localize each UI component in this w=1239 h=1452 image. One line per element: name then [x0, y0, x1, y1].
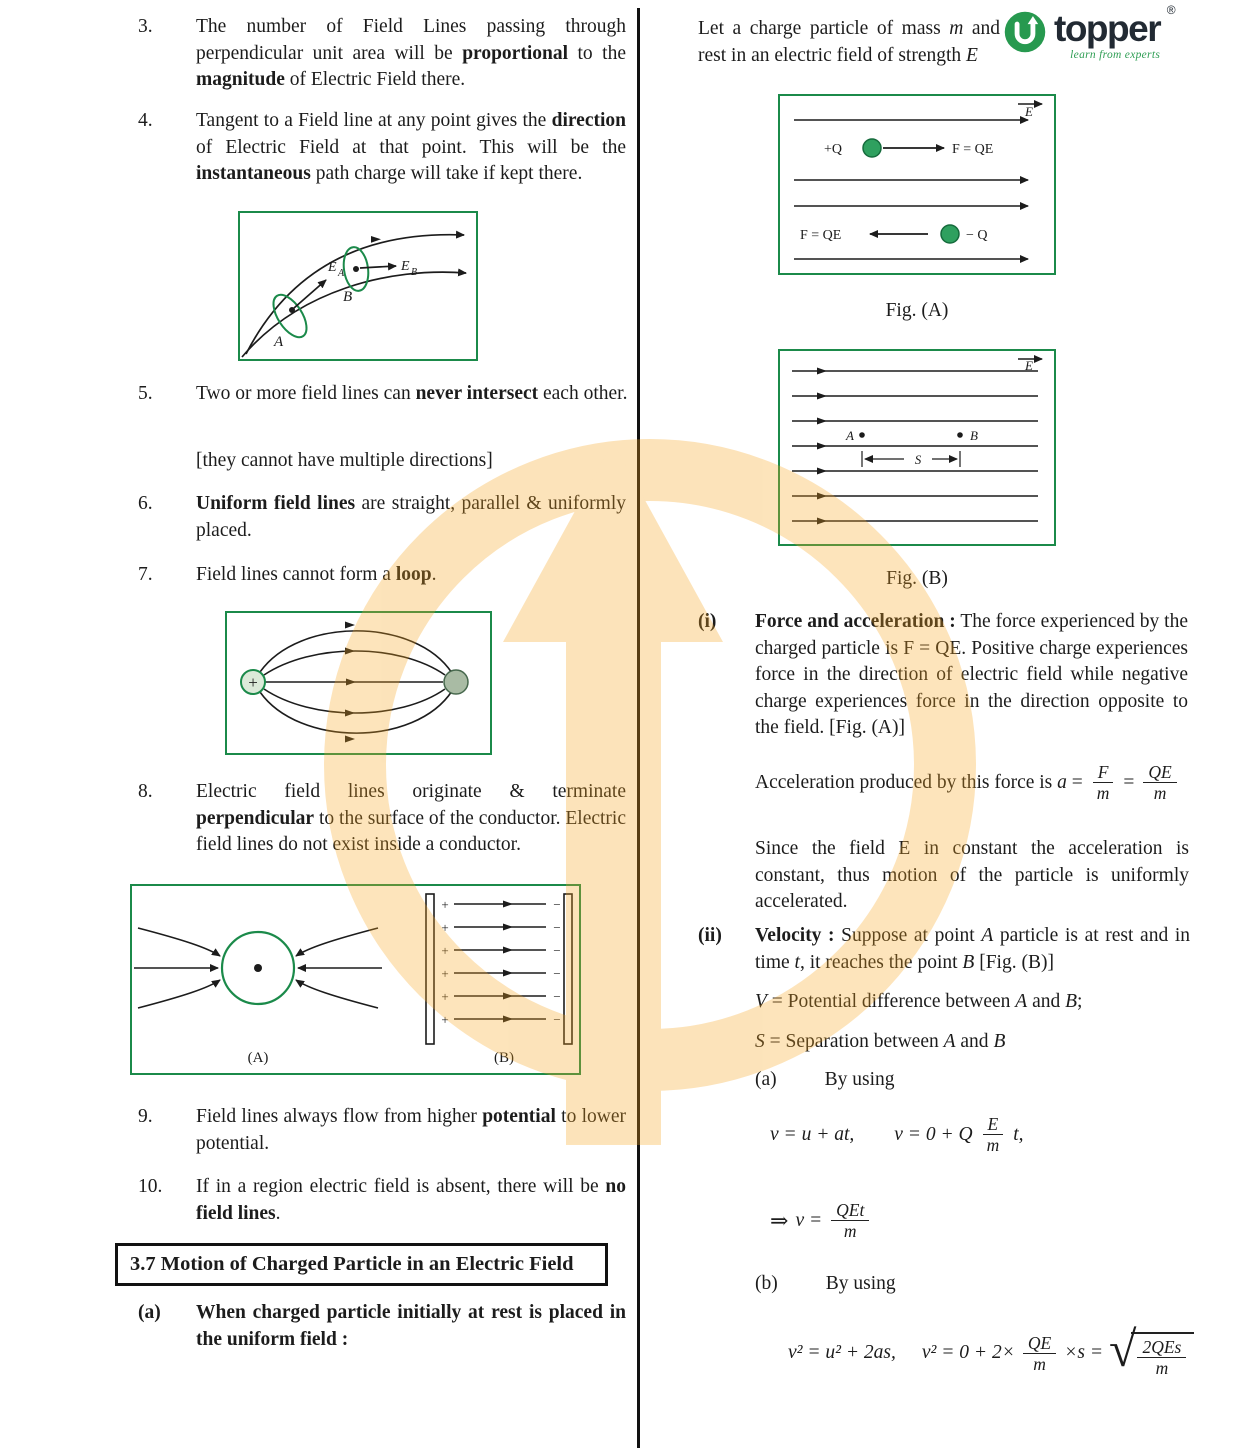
sub-point-label: (a): [138, 1302, 161, 1323]
item-number: 3.: [138, 16, 153, 37]
plus-Q-label: +Q: [824, 142, 843, 157]
equation-part: v² = 0 + 2×: [921, 1342, 1015, 1364]
svg-text:−: −: [553, 966, 561, 981]
svg-text:+: +: [441, 897, 449, 912]
left-plate: [426, 894, 434, 1044]
minus-charges: [553, 897, 560, 1027]
svg-text:+: +: [441, 989, 449, 1004]
item-text: The number of Field Lines passing through perpendicular unit area will be proportional to the magnitude of Electric Field there.: [196, 16, 626, 91]
item-number: 7.: [138, 564, 153, 585]
item-number: 4.: [138, 110, 153, 131]
item-number: 5.: [138, 383, 153, 404]
plus-sign: +: [248, 673, 258, 692]
vector-EA-subscript: A: [338, 268, 345, 279]
force-label: F = QE: [952, 142, 994, 157]
column-divider: [637, 8, 640, 1448]
point-A-dot: [859, 432, 865, 438]
tangent-figure-drawing: [240, 213, 475, 358]
item-text: Electric field lines originate & terminate perpendicular to the surface of the conductor. Electric field lines do not exist inside a conductor.: [196, 781, 626, 856]
right-plate: [564, 894, 572, 1044]
loop-figure-drawing: [227, 613, 489, 751]
equation-part: v = 0 + Q: [894, 1123, 973, 1145]
potential-difference-line: V = Potential difference between A and B;: [755, 991, 1083, 1012]
list-item-4: [138, 108, 626, 188]
equation-part: v² = u² + 2as,: [788, 1342, 896, 1364]
conductor-center-dot: [254, 964, 262, 972]
point-A-label: A: [846, 428, 854, 443]
mid-arrowhead: [371, 236, 381, 243]
item-number: 10.: [138, 1176, 163, 1197]
topper-logo-icon: [1003, 10, 1047, 54]
force-label: F = QE: [800, 228, 842, 243]
vector-EB-subscript: B: [411, 267, 418, 278]
negative-particle: [941, 225, 959, 243]
figure-A-drawing: [780, 96, 1052, 271]
line-arrowheads: [345, 622, 356, 743]
implies-arrow: ⇒: [770, 1207, 789, 1233]
point-i: [698, 609, 1188, 742]
item-number: 9.: [138, 1106, 153, 1127]
list-item-6: [138, 491, 626, 544]
E-vector-label: E: [1025, 358, 1033, 373]
svg-text:−: −: [553, 897, 561, 912]
fraction-E-over-m: $\frac{E}{m}$: [982, 1114, 1005, 1155]
sub-point-b-row: [755, 1273, 896, 1295]
section-heading-3-7: 3.7 Motion of Charged Particle in an Electric Field: [115, 1243, 608, 1286]
fraction-QEt-over-m: $\frac{\text{QEt}}{m}$: [831, 1200, 869, 1241]
list-item-5: [138, 381, 628, 408]
topper-logo-text: [1054, 3, 1175, 61]
figure-conductor-and-plates: [130, 884, 581, 1075]
equation-part: ×s =: [1064, 1342, 1103, 1364]
second-charge: [444, 670, 468, 694]
figure-B-drawing: [780, 351, 1052, 542]
list-item-3: [138, 14, 626, 94]
point-label: (ii): [698, 925, 722, 946]
acceleration-prefix: Acceleration produced by this force is a =: [755, 771, 1083, 793]
item-number: 8.: [138, 781, 153, 802]
fraction-2QEs-over-m: $\frac{\text{2QEs}}{m}$: [1137, 1337, 1186, 1378]
uniform-acceleration-paragraph: Since the field E in constant the acceleration is constant, thus motion of the particle is uniformly accelerated.: [755, 838, 1189, 913]
figure-B-caption: Fig. (B): [886, 568, 948, 589]
label-B: (B): [494, 1050, 514, 1066]
plate-line-arrowheads: [503, 901, 513, 1023]
intro-paragraph: Let a charge particle of mass m and rest in an electric field of strength E: [698, 18, 1001, 66]
equation-part: t,: [1013, 1123, 1024, 1145]
item-text: Field lines cannot form a loop.: [196, 564, 437, 585]
sub-point-text: By using: [824, 1069, 895, 1090]
item-text: Tangent to a Field line at any point gives the direction of Electric Field at that point. This will be the instantaneous path charge will take if kept there.: [196, 110, 626, 185]
sub-point-label: (a): [755, 1069, 777, 1090]
fraction-F-over-m: $\frac{F}{m}$: [1092, 762, 1115, 803]
figure-B: [778, 349, 1056, 546]
item-text: Field lines always flow from higher potential to lower potential.: [196, 1106, 626, 1154]
figure-A-caption: Fig. (A): [885, 300, 949, 321]
separation-line: S = Separation between A and B: [755, 1031, 1006, 1052]
topper-logo: [1003, 3, 1175, 61]
svg-text:−: −: [553, 989, 561, 1004]
list-item-8: [138, 779, 626, 859]
fraction-QE-over-m: $\frac{QE}{m}$: [1143, 762, 1176, 803]
svg-text:+: +: [441, 1012, 449, 1027]
figure-no-loop: [225, 611, 492, 755]
sub-point-text: By using: [825, 1273, 896, 1294]
svg-text:+: +: [441, 966, 449, 981]
sub-point-label: (b): [755, 1273, 778, 1294]
svg-text:−: −: [553, 943, 561, 958]
equals-sign: =: [1123, 771, 1135, 793]
svg-text:+: +: [441, 943, 449, 958]
item-text: If in a region electric field is absent, there will be no field lines.: [196, 1176, 626, 1224]
conductor-figure-drawing: [132, 886, 578, 1072]
point-ii: [698, 923, 1190, 976]
separation-label: S: [914, 452, 922, 467]
E-vector-label: E: [1025, 104, 1033, 119]
figure-tangent-field-line: [238, 211, 478, 361]
vector-EA-label: E: [328, 260, 337, 275]
svg-text:+: +: [441, 920, 449, 935]
minus-Q-label: − Q: [966, 228, 988, 243]
point-label: (i): [698, 611, 717, 632]
svg-text:−: −: [553, 920, 561, 935]
positive-particle: [863, 139, 881, 157]
brand-tagline: learn from experts: [1070, 49, 1161, 61]
point-B-dot: [957, 432, 963, 438]
sub-point-a: [138, 1300, 626, 1353]
sub-point-text: When charged particle initially at rest is placed in the uniform field :: [196, 1302, 626, 1350]
sub-point-a-row: [755, 1069, 895, 1091]
vector-EB-label: E: [401, 259, 410, 274]
registered-mark: ®: [1166, 3, 1175, 17]
figure-A: [778, 94, 1056, 275]
fraction-QE-over-m: $\frac{QE}{m}$: [1023, 1333, 1056, 1374]
item-number: 6.: [138, 493, 153, 514]
field-lines: [792, 371, 1038, 521]
point-text: Force and acceleration : The force experienced by the charged particle is F = QE. Positive charge experiences force in the direction of electric field while negative charge experiences force in the direction opposite to the field. [Fig. (A)]: [755, 611, 1188, 739]
velocity-equation: [770, 1114, 1024, 1155]
svg-text:−: −: [553, 1012, 561, 1027]
point-B-label: B: [343, 289, 353, 305]
equation-part: v = u + at,: [770, 1123, 855, 1145]
velocity-squared-equation: [788, 1321, 1194, 1379]
point-A-label: A: [274, 334, 284, 350]
point-B-label: B: [970, 428, 978, 443]
equation-part: v =: [795, 1209, 823, 1231]
list-item-10: [138, 1174, 626, 1227]
item-text: Uniform field lines are straight, parallel & uniformly placed.: [196, 493, 626, 541]
list-item-7: [138, 562, 626, 589]
acceleration-expression: [755, 762, 1179, 803]
point-text: Velocity : Suppose at point A particle is at rest and in time t, it reaches the point B [Fig. (B)]: [755, 925, 1190, 973]
point-B-dot: [353, 266, 359, 272]
line-arrowheads: [817, 368, 827, 525]
item-text: Two or more field lines can never intersect each other.: [196, 383, 628, 404]
item-5-note: [they cannot have multiple directions]: [196, 450, 493, 471]
square-root-expression: [1108, 1321, 1194, 1379]
list-item-9: [138, 1104, 626, 1157]
plate-field-lines: [454, 904, 546, 1019]
brand-name: topper ®: [1054, 3, 1175, 49]
label-A: (A): [247, 1050, 269, 1066]
velocity-result-equation: [770, 1200, 871, 1241]
vector-EB-arrow: [360, 266, 396, 268]
plus-charges: [441, 897, 448, 1027]
radical-sign: √: [1108, 1321, 1137, 1377]
